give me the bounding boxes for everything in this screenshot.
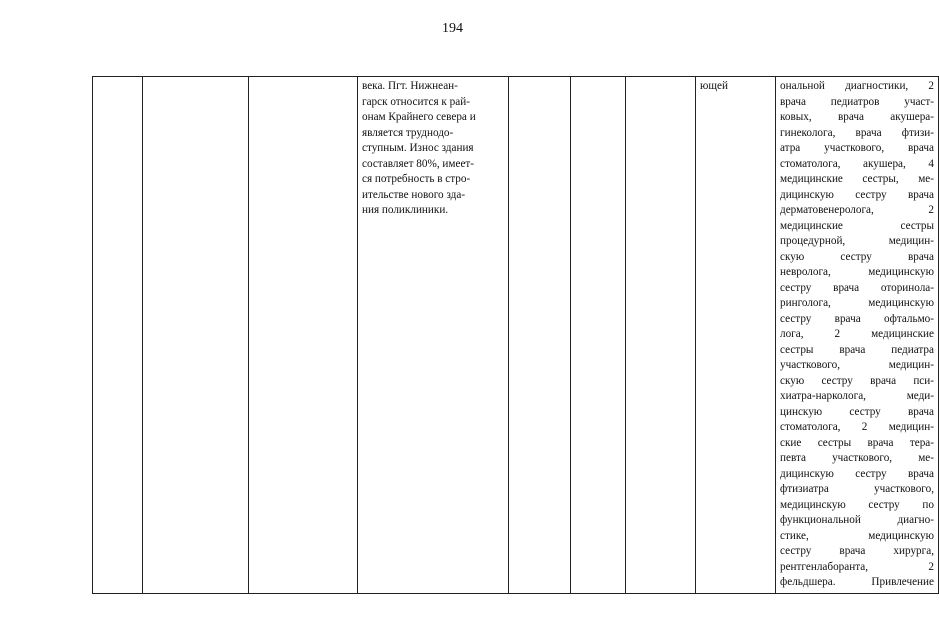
cell-text-line: медицинские сестры, ме-: [780, 173, 934, 185]
cell-text-line: цинскую сестру врача: [780, 405, 934, 418]
cell-text-line: медицинские сестры: [780, 219, 934, 232]
cell-text-line: века. Пгт. Нижнеан-: [362, 80, 458, 92]
cell-text-line: скую сестру врача: [780, 250, 934, 263]
cell-text-line: функциональной диагно-: [780, 514, 934, 526]
cell-text-line: врача педиатров участ-: [780, 95, 934, 108]
cell-text-line: участкового, медицин-: [780, 359, 934, 371]
table-cell-9: [776, 77, 939, 594]
cell-text-line: ковых, врача акушера-: [780, 111, 934, 123]
document-table: [92, 76, 939, 594]
cell-text-line: сестры врача педиатра: [780, 343, 934, 356]
cell-text-line: ские сестры врача тера-: [780, 436, 934, 449]
cell-text-line: онам Крайнего севера и: [362, 111, 476, 123]
cell-text-line: фтизиатра участкового,: [780, 483, 934, 495]
cell-text-line: гинеколога, врача фтизи-: [780, 126, 934, 139]
table-cell-4: [358, 77, 509, 594]
cell-text-line: ся потребность в стро-: [362, 173, 471, 185]
table-cell-2: [143, 77, 249, 594]
cell-text-line: рентгенлаборанта, 2: [780, 560, 934, 573]
cell-text-line: ния поликлиники.: [362, 204, 449, 216]
cell-text-line: лога, 2 медицинские: [780, 328, 934, 340]
cell-text-line: певта участкового, ме-: [780, 452, 934, 464]
cell-text-line: ступным. Износ здания: [362, 142, 474, 154]
cell-text-line: ринголога, медицинскую: [780, 297, 934, 309]
page-number: 194: [442, 21, 463, 36]
cell-text-line: хиатра-нарколога, меди-: [780, 390, 934, 402]
table-cell-3: [249, 77, 358, 594]
table-cell-1: [93, 77, 143, 594]
cell-text-line: стоматолога, 2 медицин-: [780, 421, 934, 433]
cell-text-line: гарск относится к рай-: [362, 95, 470, 108]
cell-text-line: ющей: [700, 80, 728, 92]
table-cell-5: [509, 77, 571, 594]
cell-text-line: является труднодо-: [362, 126, 454, 139]
table-row: [93, 77, 939, 594]
cell-text-line: составляет 80%, имеет-: [362, 157, 475, 170]
cell-text-line: стике, медицинскую: [780, 529, 934, 542]
cell-text-line: стоматолога, акушера, 4: [780, 157, 934, 170]
table-cell-8: [696, 77, 776, 594]
cell-text-line: дицинскую сестру врача: [780, 467, 934, 480]
cell-text-line: невролога, медицинскую: [780, 266, 934, 278]
cell-text-line: ительстве нового зда-: [362, 188, 466, 201]
cell-text-line: ональной диагностики, 2: [780, 80, 934, 92]
cell-text-line: фельдшера. Привлечение: [780, 576, 934, 588]
cell-text-line: атра участкового, врача: [780, 142, 934, 154]
cell-text-line: сестру врача хирурга,: [780, 545, 934, 557]
cell-text-line: медицинскую сестру по: [780, 498, 934, 511]
table-cell-6: [571, 77, 626, 594]
cell-text-line: сестру врача оторинола-: [780, 281, 934, 294]
cell-text-line: сестру врача офтальмо-: [780, 312, 934, 325]
table-cell-7: [626, 77, 696, 594]
cell-text-line: дерматовенеролога, 2: [780, 204, 934, 216]
cell-text-line: дицинскую сестру врача: [780, 188, 934, 201]
cell-text-line: скую сестру врача пси-: [780, 374, 934, 387]
cell-text-line: процедурной, медицин-: [780, 235, 934, 247]
